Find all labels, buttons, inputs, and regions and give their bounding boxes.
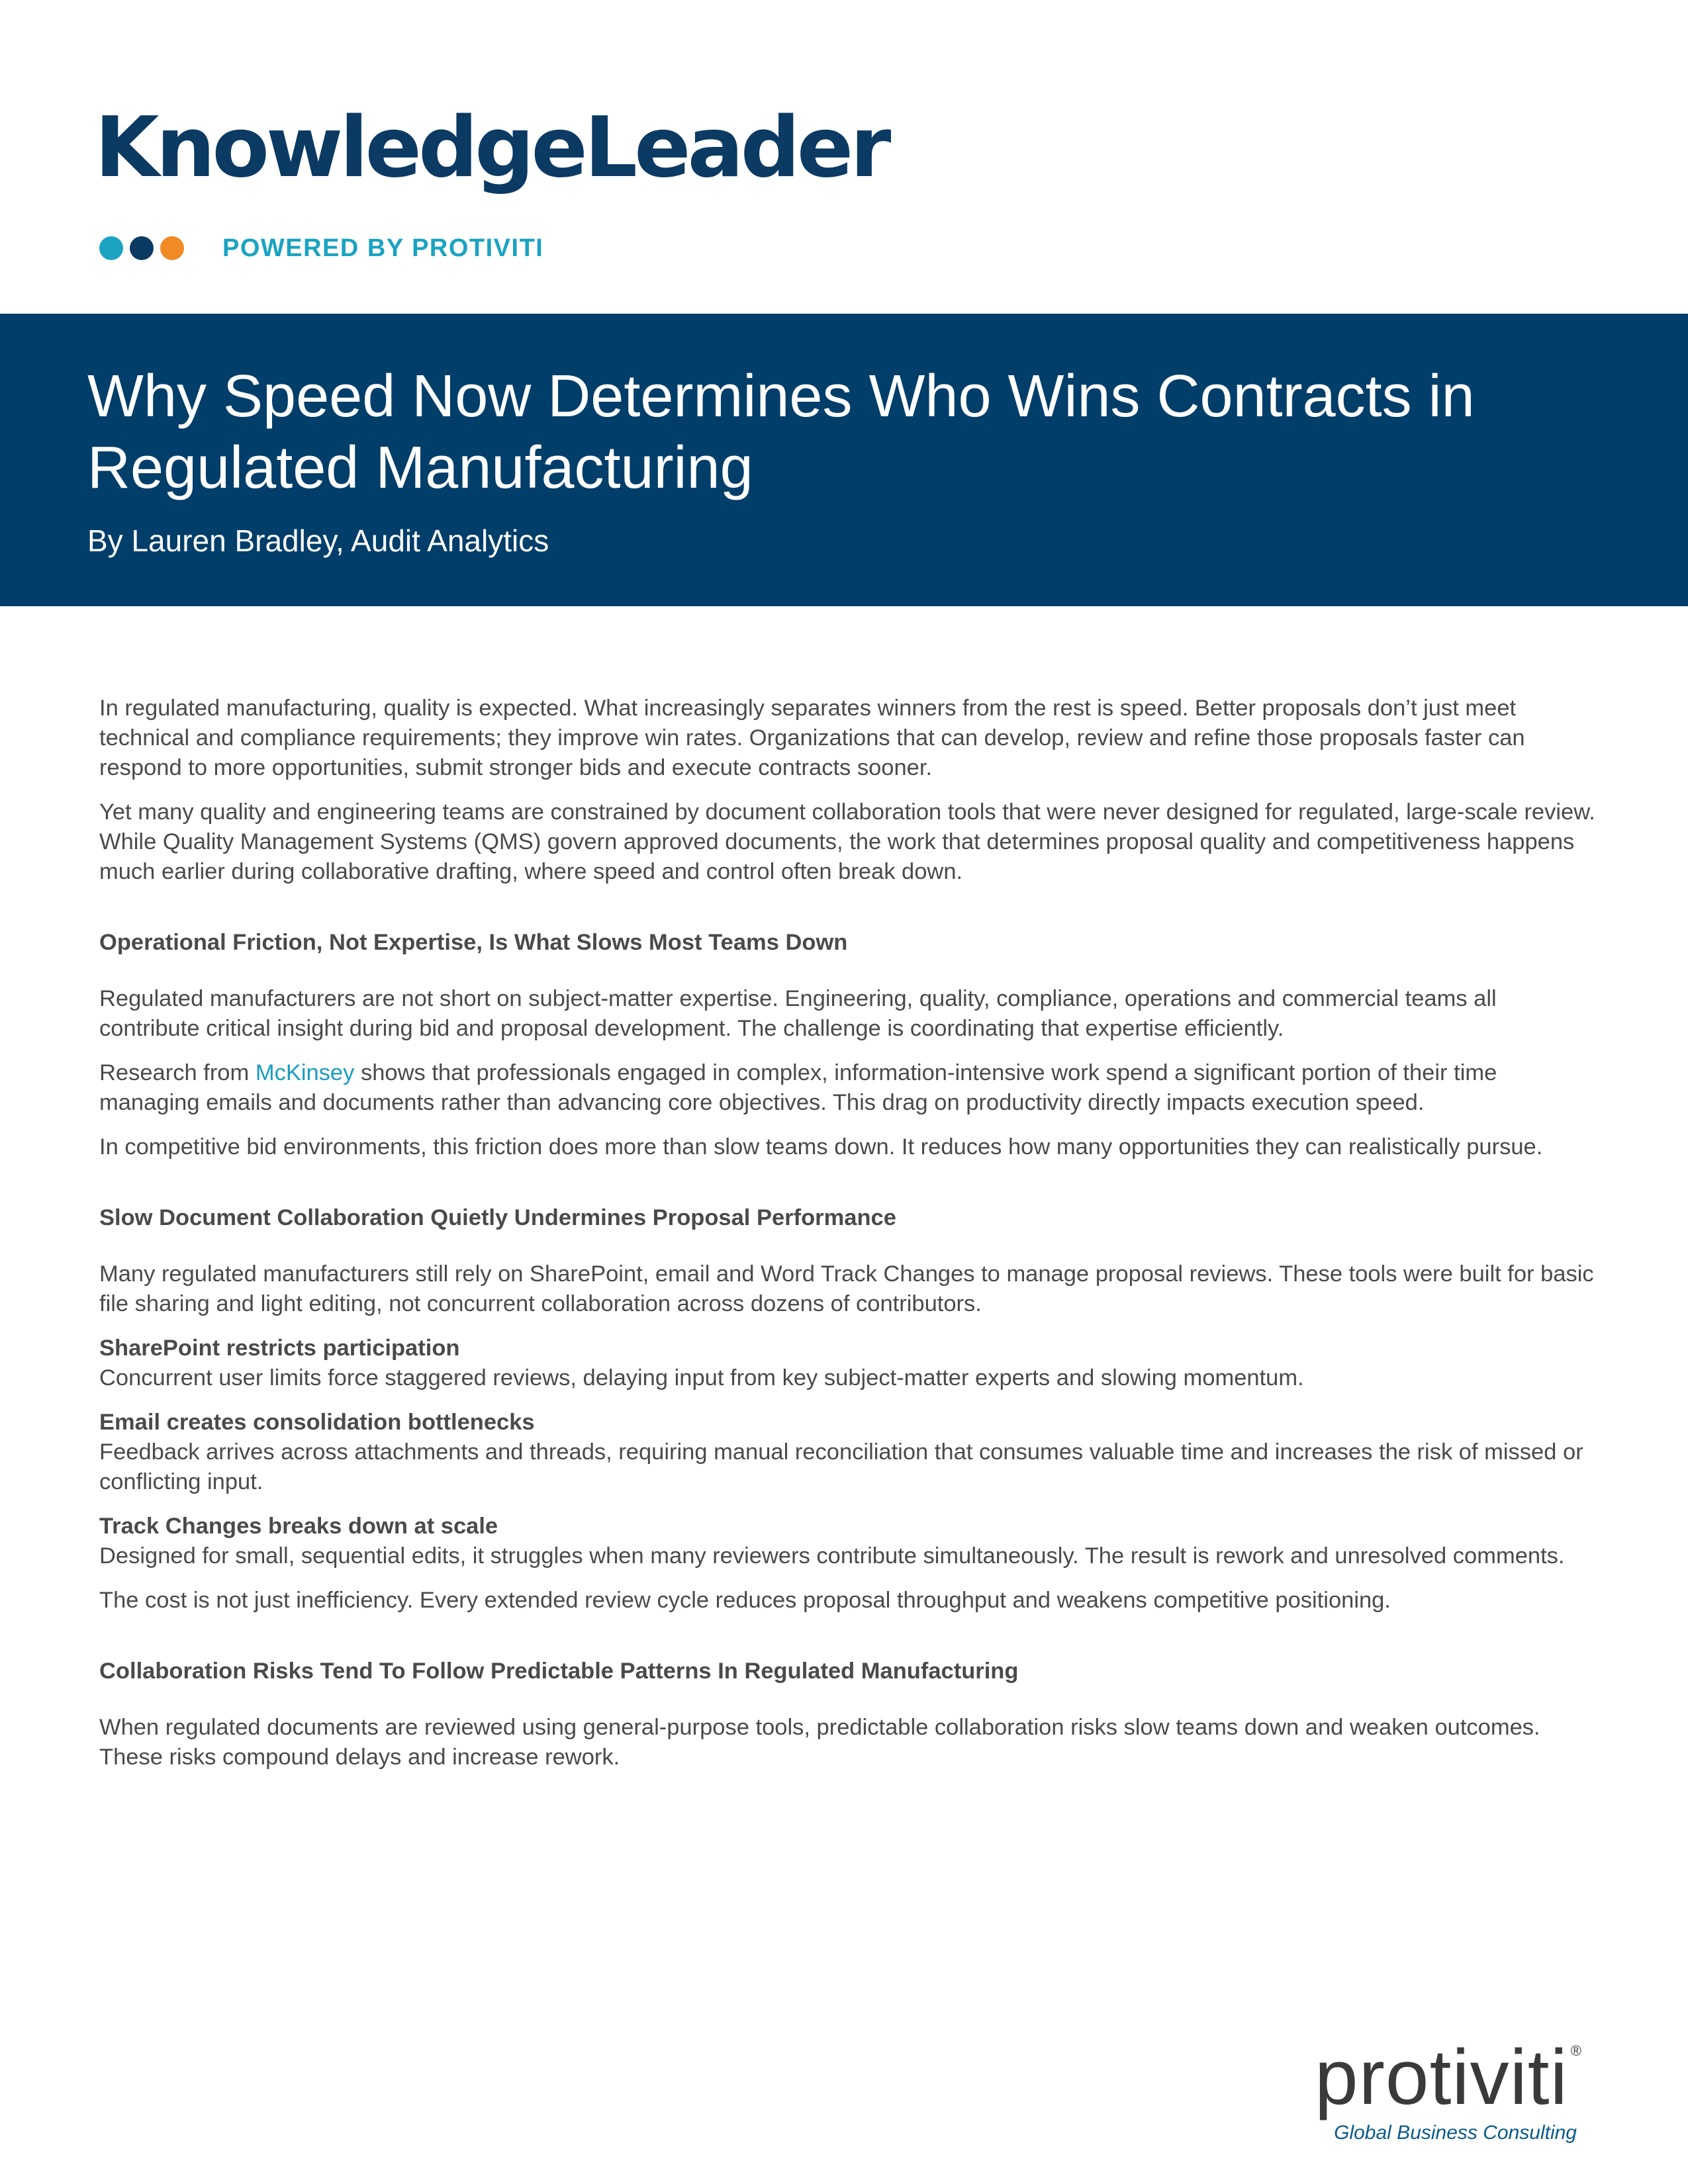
page-title: Why Speed Now Determines Who Wins Contracts in Regulated Manufacturing xyxy=(87,363,1475,501)
friction-paragraph-3: In competitive bid environments, this friction does more than slow teams down. It reduces how many opportunities they can realistically pursue. xyxy=(99,1134,1543,1160)
intro-paragraph-2: Yet many quality and engineering teams are constrained by document collaboration tools that were never designed for regulated, large-scale review. While Quality Management Systems (QMS) govern approved documents, the work that determines proposal quality and competitiveness happens much earlier during collaborative drafting, where speed and control often break down. xyxy=(99,799,1595,884)
tool-item-body: Designed for small, sequential edits, it struggles when many reviewers contribute simultaneously. The result is rework and unresolved comments. xyxy=(99,1543,1565,1569)
section-heading-friction: Operational Friction, Not Expertise, Is What Slows Most Teams Down xyxy=(99,930,848,955)
registered-mark: ® xyxy=(1570,2042,1582,2059)
collaboration-paragraph-2: The cost is not just inefficiency. Every extended review cycle reduces proposal throughput and weakens competitive positioning. xyxy=(99,1588,1391,1613)
byline: By Lauren Bradley, Audit Analytics xyxy=(87,523,549,558)
knowledgeleader-logo: KnowledgeLeader xyxy=(95,99,888,196)
dot-navy-icon xyxy=(130,236,154,260)
dot-teal-icon xyxy=(99,236,123,260)
dot-orange-icon xyxy=(160,236,184,260)
tool-item-title: Track Changes breaks down at scale xyxy=(99,1514,498,1539)
intro-paragraph-1: In regulated manufacturing, quality is expected. What increasingly separates winners from the rest is speed. Better proposals don’t just meet technical and compliance requirements; they improve win rates. Organizations that can develop, review and refine those proposals faster can respond to more opportunities, submit stronger bids and execute contracts sooner. xyxy=(99,696,1525,780)
section-heading-collaboration: Slow Document Collaboration Quietly Undermines Proposal Performance xyxy=(99,1205,896,1230)
brand-dots xyxy=(99,236,184,260)
protiviti-logo xyxy=(1315,2034,1582,2144)
tool-item-track-changes xyxy=(99,1512,1602,1571)
tool-item-title: SharePoint restricts participation xyxy=(99,1336,460,1361)
powered-by-label: POWERED BY PROTIVITI xyxy=(222,234,544,262)
article-body xyxy=(99,694,1602,1787)
tool-item-title: Email creates consolidation bottlenecks xyxy=(99,1410,535,1435)
risks-paragraph-1: When regulated documents are reviewed using general-purpose tools, predictable collaboration risks slow teams down and weaken outcomes. These risks compound delays and increase rework. xyxy=(99,1715,1540,1770)
friction-paragraph-1: Regulated manufacturers are not short on subject-matter expertise. Engineering, quality, compliance, operations and commercial teams all contribute critical insight during bid and proposal development. The challenge is coordinating that expertise efficiently. xyxy=(99,986,1497,1041)
tool-item-body: Concurrent user limits force staggered reviews, delaying input from key subject-matter experts and slowing momentum. xyxy=(99,1365,1304,1390)
collaboration-paragraph-1: Many regulated manufacturers still rely on SharePoint, email and Word Track Changes to manage proposal reviews. These tools were built for basic file sharing and light editing, not concurrent collaboration across dozens of contributors. xyxy=(99,1261,1594,1316)
protiviti-tagline: Global Business Consulting xyxy=(1334,2122,1577,2144)
friction-paragraph-2 xyxy=(99,1058,1602,1118)
powered-by-row xyxy=(99,232,543,265)
tool-item-body: Feedback arrives across attachments and threads, requiring manual reconciliation that consumes valuable time and increases the risk of missed or conflicting input. xyxy=(99,1439,1583,1494)
tool-item-sharepoint xyxy=(99,1334,1602,1393)
section-heading-risks: Collaboration Risks Tend To Follow Predictable Patterns In Regulated Manufacturing xyxy=(99,1659,1019,1684)
protiviti-wordmark-text: protiviti xyxy=(1315,2034,1568,2121)
mckinsey-link[interactable]: McKinsey xyxy=(255,1060,355,1085)
tool-item-email xyxy=(99,1408,1602,1497)
friction-p2-rest: shows that professionals engaged in complex, information-intensive work spend a significant portion of their time managing emails and documents rather than advancing core objectives. This drag on productivity directly impacts execution speed. xyxy=(99,1060,1497,1115)
protiviti-wordmark xyxy=(1315,2034,1582,2121)
friction-p2-lead: Research from xyxy=(99,1060,256,1085)
